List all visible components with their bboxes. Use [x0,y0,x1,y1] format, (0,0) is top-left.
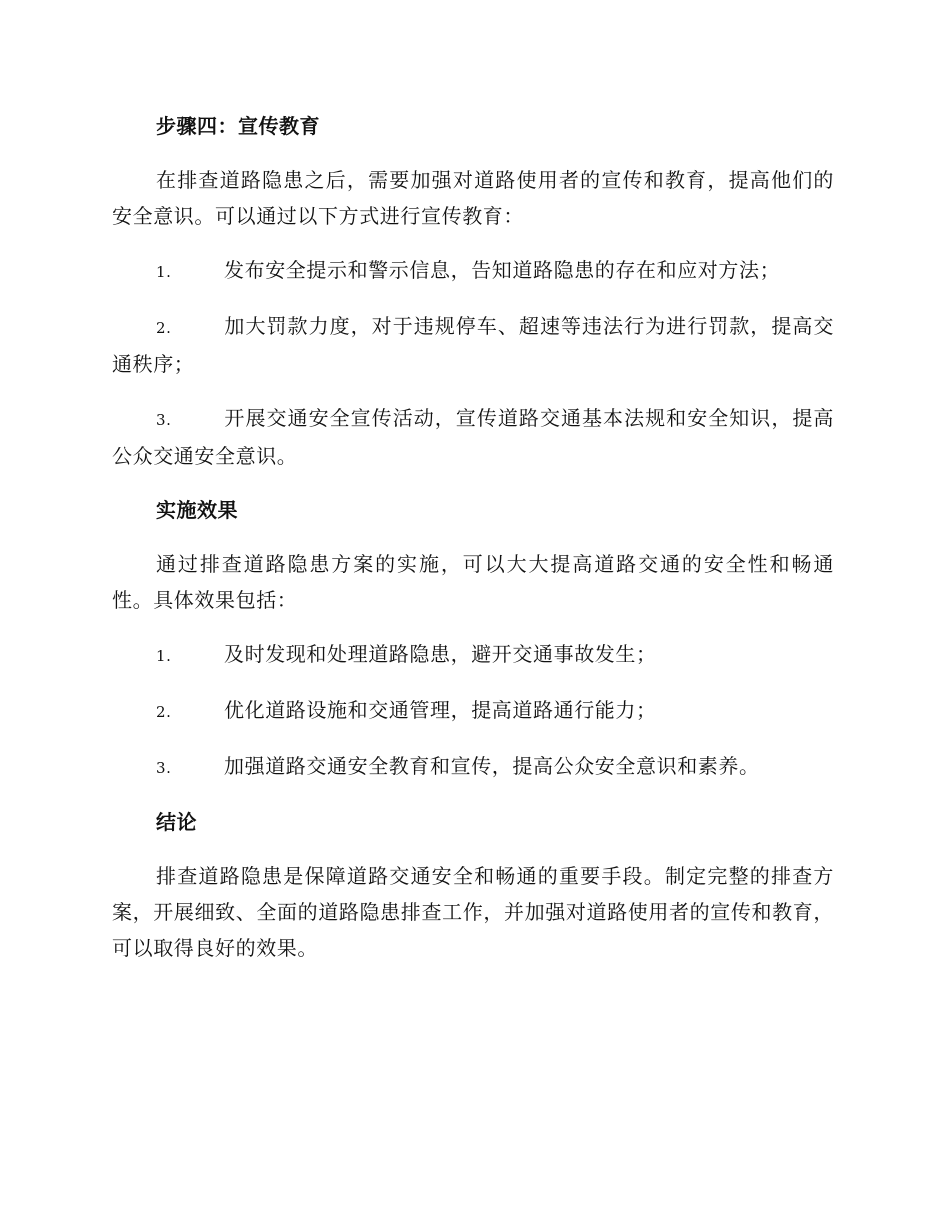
section-paragraph-publicity: 在排查道路隐患之后，需要加强对道路使用者的宣传和教育，提高他们的安全意识。可以通过以下方式进行宣传教育： [112,168,834,228]
list-item [112,692,834,730]
list-number: 2. [156,319,172,337]
list-item-text: 开展交通安全宣传活动，宣传道路交通基本法规和安全知识，提高公众交通安全意识。 [112,406,834,468]
list-item [112,400,834,474]
list-item-text: 优化道路设施和交通管理，提高道路通行能力； [224,698,657,722]
list-item-text: 加大罚款力度，对于违规停车、超速等违法行为进行罚款，提高交通秩序； [112,314,834,376]
list-number: 1. [156,263,172,281]
list-number: 2. [156,703,172,721]
list-item [112,748,834,786]
list-number: 3. [156,759,172,777]
section-heading-effects: 实施效果 [156,498,238,522]
list-item [112,308,834,382]
list-item-text: 发布安全提示和警示信息，告知道路隐患的存在和应对方法； [224,258,781,282]
document-content [112,108,834,966]
section-heading-publicity: 步骤四：宣传教育 [156,114,320,138]
list-item [112,252,834,290]
section-paragraph-conclusion: 排查道路隐患是保障道路交通安全和畅通的重要手段。制定完整的排查方案，开展细致、全面的道路隐患排查工作，并加强对道路使用者的宣传和教育，可以取得良好的效果。 [112,864,834,960]
list-number: 1. [156,647,172,665]
section-paragraph-effects: 通过排查道路隐患方案的实施，可以大大提高道路交通的安全性和畅通性。具体效果包括： [112,552,834,612]
list-item [112,636,834,674]
list-number: 3. [156,411,172,429]
list-item-text: 及时发现和处理道路隐患，避开交通事故发生； [224,642,657,666]
list-item-text: 加强道路交通安全教育和宣传，提高公众安全意识和素养。 [224,754,760,778]
section-heading-conclusion: 结论 [156,810,197,834]
